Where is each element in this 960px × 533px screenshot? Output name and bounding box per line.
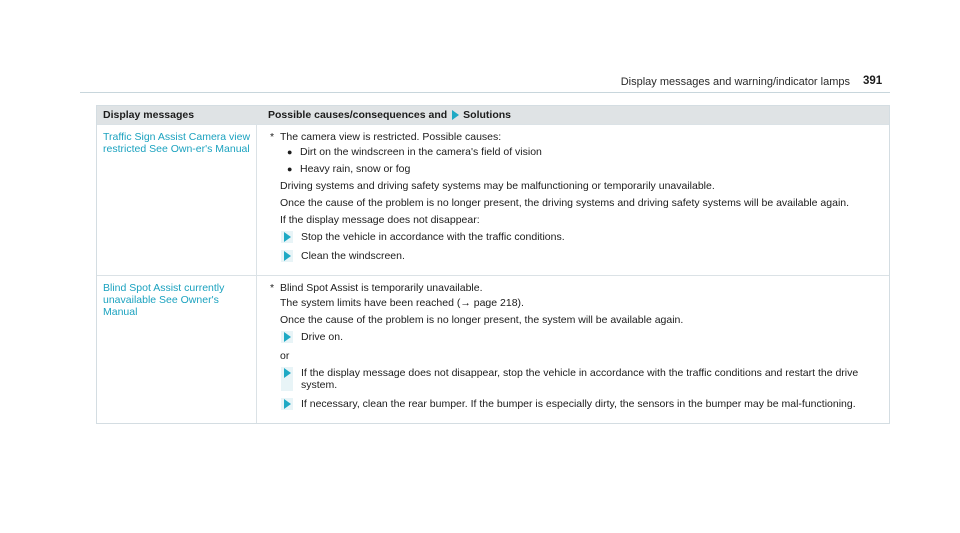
action-step bbox=[281, 398, 881, 410]
list-item-text: Heavy rain, snow or fog bbox=[300, 163, 411, 175]
table-row bbox=[97, 275, 889, 423]
action-step bbox=[281, 331, 881, 343]
display-message-text: Blind Spot Assist currently unavailable See Owner's Manual bbox=[103, 282, 225, 318]
or-text: or bbox=[280, 350, 290, 362]
system-limits-text: The system limits have been reached (→ page 218). bbox=[280, 297, 524, 309]
bullet-dot-icon: ● bbox=[287, 147, 293, 157]
cause-statement bbox=[270, 131, 881, 143]
action-text: Stop the vehicle in accordance with the traffic conditions. bbox=[301, 231, 565, 243]
recovery-text: Once the cause of the problem is no longer present, the driving systems and driving safety systems will be available again. bbox=[280, 197, 850, 209]
cause-text: The camera view is restricted. Possible causes: bbox=[280, 131, 502, 143]
display-messages-table bbox=[96, 105, 890, 424]
action-marker bbox=[281, 231, 293, 243]
col-header-solutions-label: Solutions bbox=[463, 109, 512, 121]
condition-text: If the display message does not disappear: bbox=[280, 214, 480, 226]
col-header-causes-label: Possible causes/consequences and bbox=[268, 109, 448, 121]
list-item bbox=[287, 163, 881, 175]
action-step bbox=[281, 250, 881, 262]
consequence-text: Driving systems and driving safety systems may be malfunctioning or temporarily unavailable. bbox=[280, 180, 715, 192]
action-marker bbox=[281, 250, 293, 262]
recovery-text: Once the cause of the problem is no longer present, the system will be available again. bbox=[280, 314, 684, 326]
table-row bbox=[97, 124, 889, 275]
list-item bbox=[287, 146, 881, 158]
play-arrow-icon bbox=[284, 368, 291, 378]
action-text: If the display message does not disappear, stop the vehicle in accordance with the traffic conditions and restart the drive system. bbox=[301, 367, 859, 391]
play-arrow-icon bbox=[284, 232, 291, 242]
cause-statement bbox=[270, 282, 881, 294]
causes-solutions-cell bbox=[256, 125, 889, 275]
page-header-title: Display messages and warning/indicator lamps bbox=[620, 76, 850, 88]
page-number: 391 bbox=[863, 75, 883, 87]
play-arrow-icon bbox=[284, 332, 291, 342]
cause-bullet-list bbox=[270, 146, 881, 175]
play-arrow-icon bbox=[284, 251, 291, 261]
action-text: If necessary, clean the rear bumper. If the bumper is especially dirty, the sensors in the bumper may be mal-functioning. bbox=[301, 398, 856, 410]
display-message-text: Traffic Sign Assist Camera view restricted See Own-er's Manual bbox=[103, 131, 251, 155]
asterisk-icon: * bbox=[270, 131, 275, 143]
action-marker bbox=[281, 331, 293, 343]
header-divider bbox=[80, 92, 890, 93]
asterisk-icon: * bbox=[270, 282, 275, 294]
col-header-display-messages: Display messages bbox=[103, 109, 195, 121]
causes-solutions-cell bbox=[256, 276, 889, 423]
col-header-causes-solutions bbox=[256, 106, 889, 124]
action-marker bbox=[281, 367, 293, 391]
bullet-dot-icon: ● bbox=[287, 164, 293, 174]
table-header-row bbox=[97, 106, 889, 124]
list-item-text: Dirt on the windscreen in the camera's field of vision bbox=[300, 146, 542, 158]
action-step bbox=[281, 367, 881, 391]
play-arrow-icon bbox=[284, 399, 291, 409]
action-text: Drive on. bbox=[301, 331, 344, 343]
play-arrow-icon bbox=[452, 110, 459, 120]
action-text: Clean the windscreen. bbox=[301, 250, 405, 262]
cause-text: Blind Spot Assist is temporarily unavailable. bbox=[280, 282, 483, 294]
action-marker bbox=[281, 398, 293, 410]
action-step bbox=[281, 231, 881, 243]
